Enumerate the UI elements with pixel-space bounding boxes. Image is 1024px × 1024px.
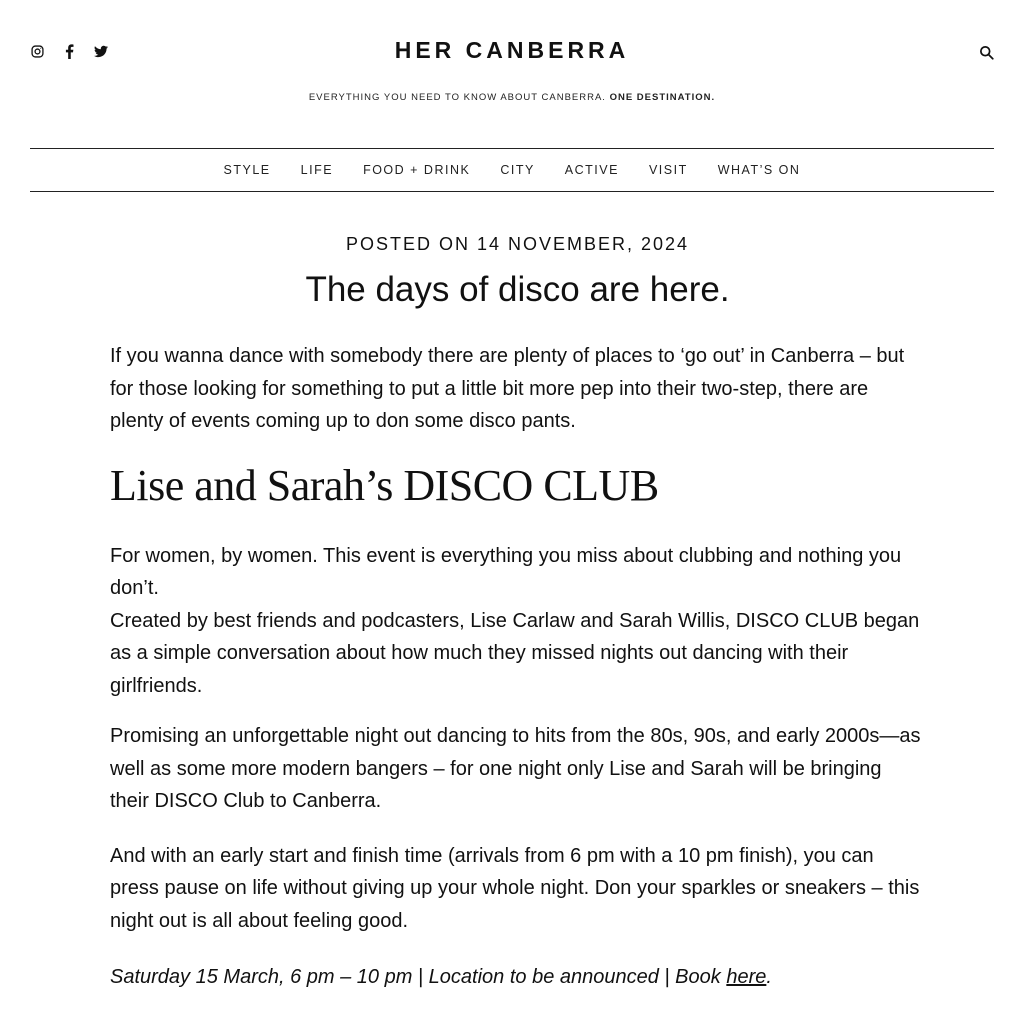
site-header [0,0,1024,148]
site-tagline [0,92,1024,103]
tagline-bold: ONE DESTINATION. [609,92,716,103]
main-nav [30,148,994,192]
section-title: Lise and Sarah’s DISCO CLUB [110,460,659,510]
section-paragraph-2: Promising an unforgettable night out dancing to hits from the 80s, 90s, and early 2000s—as well as some more modern bangers – for one night only Lise and Sarah will be bringing their DISCO Club to Canberra. [110,725,921,812]
event-details-end: . [766,966,772,988]
article [110,228,925,993]
article-intro: If you wanna dance with somebody there are plenty of places to ‘go out’ in Canberra – but for those looking for something to put a little bit more pep into their two-step, there are plenty of events coming up to don some disco pants. [110,345,905,432]
article-headline: The days of disco are here. [305,270,730,309]
nav-item-city[interactable]: CITY [500,163,535,177]
nav-item-life[interactable]: LIFE [300,163,334,177]
nav-item-active[interactable]: ACTIVE [564,163,619,177]
event-details [110,961,925,993]
section-paragraph-1-line-2: Created by best friends and podcasters, Lise Carlaw and Sarah Willis, DISCO CLUB began as a simple conversation about how much they missed nights out dancing with their girlfriends. [110,609,920,697]
section-paragraph-1-line-1: For women, by women. This event is everything you miss about clubbing and nothing you don’t. [110,544,902,599]
book-here-link[interactable]: here [726,966,767,988]
site-logo[interactable]: HER CANBERRA [394,37,630,63]
search-icon[interactable] [979,45,995,61]
nav-item-whats-on[interactable]: WHAT’S ON [717,163,801,177]
nav-item-food-drink[interactable]: FOOD + DRINK [363,163,471,177]
section-paragraph-1 [110,540,925,703]
section-paragraph-3: And with an early start and finish time (arrivals from 6 pm with a 10 pm finish), you can press pause on life without giving up your whole night. Don your sparkles or sneakers – this night out is all about feeling good. [110,844,920,932]
event-details-text: Saturday 15 March, 6 pm – 10 pm | Location to be announced | Book [110,966,727,988]
tagline-main: EVERYTHING YOU NEED TO KNOW ABOUT CANBERRA. [308,92,606,103]
nav-item-visit[interactable]: VISIT [648,163,688,177]
post-date: POSTED ON 14 NOVEMBER, 2024 [345,234,690,254]
nav-item-style[interactable]: STYLE [223,163,271,177]
